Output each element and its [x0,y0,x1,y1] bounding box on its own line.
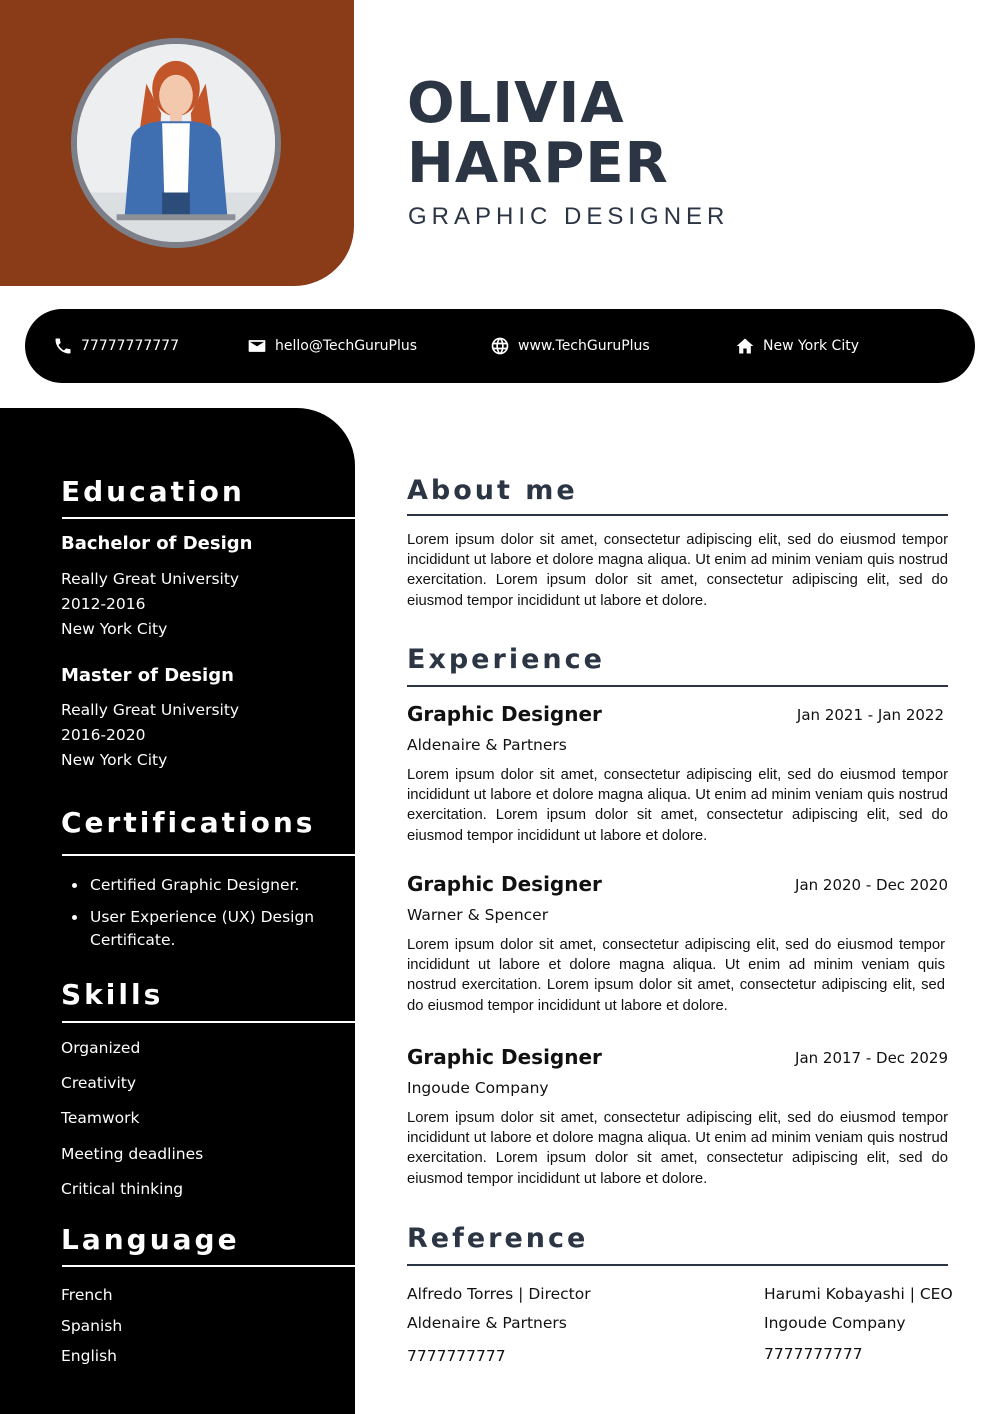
reference-divider [407,1264,948,1266]
language-item: Spanish [61,1317,123,1335]
education-years: 2016-2020 [61,726,146,744]
education-degree: Bachelor of Design [61,533,253,554]
certification-text: User Experience (UX) Design Certificate. [90,908,315,949]
skills-divider [62,1021,355,1023]
education-divider [62,517,355,519]
about-divider [407,514,948,516]
job-description: Lorem ipsum dolor sit amet, consectetur adipiscing elit, sed do eiusmod tempor incididunt ut labore et dolore magna aliqua. Ut enim ad minim veniam quis nostrud exercitation. Lorem ipsum dolor sit amet, consectetur adipiscing elit, sed do eiusmod tempor incididunt ut labore et dolore. [407,937,945,1014]
reference-phone: 7777777777 [407,1347,506,1365]
certification-item [72,874,332,897]
experience-divider [407,685,948,687]
certification-item [72,906,332,952]
globe-icon [490,336,510,356]
education-years: 2012-2016 [61,595,146,613]
reference-company: Ingoude Company [764,1314,906,1332]
skill-item: Creativity [61,1074,137,1092]
about-heading: About me [407,475,578,506]
job-company: Ingoude Company [407,1079,549,1097]
language-item: English [61,1347,117,1365]
contact-website[interactable] [490,309,650,383]
language-divider [62,1265,355,1267]
contact-phone[interactable] [53,309,179,383]
education-city: New York City [61,751,168,769]
about-text: Lorem ipsum dolor sit amet, consectetur adipiscing elit, sed do eiusmod tempor incididunt ut labore et dolore magna aliqua. Ut enim ad minim veniam quis nostrud exercitation. Lorem ipsum dolor sit amet, consectetur adipiscing elit, sed do eiusmod tempor incididunt ut labore et dolore. [407,532,948,609]
mail-icon [247,336,267,356]
contact-bar [25,309,975,383]
job-title: Graphic Designer [407,872,602,896]
language-item: French [61,1286,113,1304]
certification-text: Certified Graphic Designer. [90,876,300,894]
education-degree: Master of Design [61,665,234,686]
home-icon [735,336,755,356]
avatar [71,38,281,248]
job-dates: Jan 2021 - Jan 2022 [796,706,944,724]
skill-item: Organized [61,1039,141,1057]
education-heading: Education [61,475,245,508]
reference-name-role: Alfredo Torres | Director [407,1285,591,1303]
reference-company: Aldenaire & Partners [407,1314,567,1332]
phone-icon [53,336,73,356]
job-dates: Jan 2017 - Dec 2029 [795,1049,948,1067]
contact-email-text: hello@TechGuruPlus [275,338,418,354]
job-dates: Jan 2020 - Dec 2020 [795,876,948,894]
job-title: Graphic Designer [407,1045,602,1069]
skill-item: Meeting deadlines [61,1145,204,1163]
reference-heading: Reference [407,1223,589,1254]
skill-item: Teamwork [61,1109,140,1127]
contact-phone-text: 77777777777 [81,338,179,354]
language-heading: Language [61,1223,240,1256]
name-last: HARPER [407,131,669,196]
profile-photo-illustration [77,44,275,242]
certifications-divider [62,854,355,856]
job-description: Lorem ipsum dolor sit amet, consectetur adipiscing elit, sed do eiusmod tempor incididunt ut labore et dolore magna aliqua. Ut enim ad minim veniam quis nostrud exercitation. Lorem ipsum dolor sit amet, consectetur adipiscing elit, sed do eiusmod tempor incididunt ut labore et dolore. [407,1110,948,1187]
education-city: New York City [61,620,168,638]
job-title: Graphic Designer [407,702,602,726]
contact-website-text: www.TechGuruPlus [518,338,650,354]
experience-heading: Experience [407,644,605,675]
skills-heading: Skills [61,978,164,1011]
contact-email[interactable] [247,309,417,383]
contact-location [735,309,859,383]
education-school: Really Great University [61,701,240,719]
candidate-job-title: GRAPHIC DESIGNER [408,203,730,230]
reference-name-role: Harumi Kobayashi | CEO [764,1285,953,1303]
job-description: Lorem ipsum dolor sit amet, consectetur adipiscing elit, sed do eiusmod tempor incididunt ut labore et dolore magna aliqua. Ut enim ad minim veniam quis nostrud exercitation. Lorem ipsum dolor sit amet, consectetur adipiscing elit, sed do eiusmod tempor incididunt ut labore et dolore. [407,767,948,844]
name-first: OLIVIA [407,71,625,136]
job-company: Aldenaire & Partners [407,736,567,754]
job-company: Warner & Spencer [407,906,549,924]
certifications-heading: Certifications [61,806,316,839]
candidate-name [407,71,669,196]
education-school: Really Great University [61,570,240,588]
skill-item: Critical thinking [61,1180,184,1198]
contact-location-text: New York City [763,338,859,354]
reference-phone: 7777777777 [764,1345,863,1363]
